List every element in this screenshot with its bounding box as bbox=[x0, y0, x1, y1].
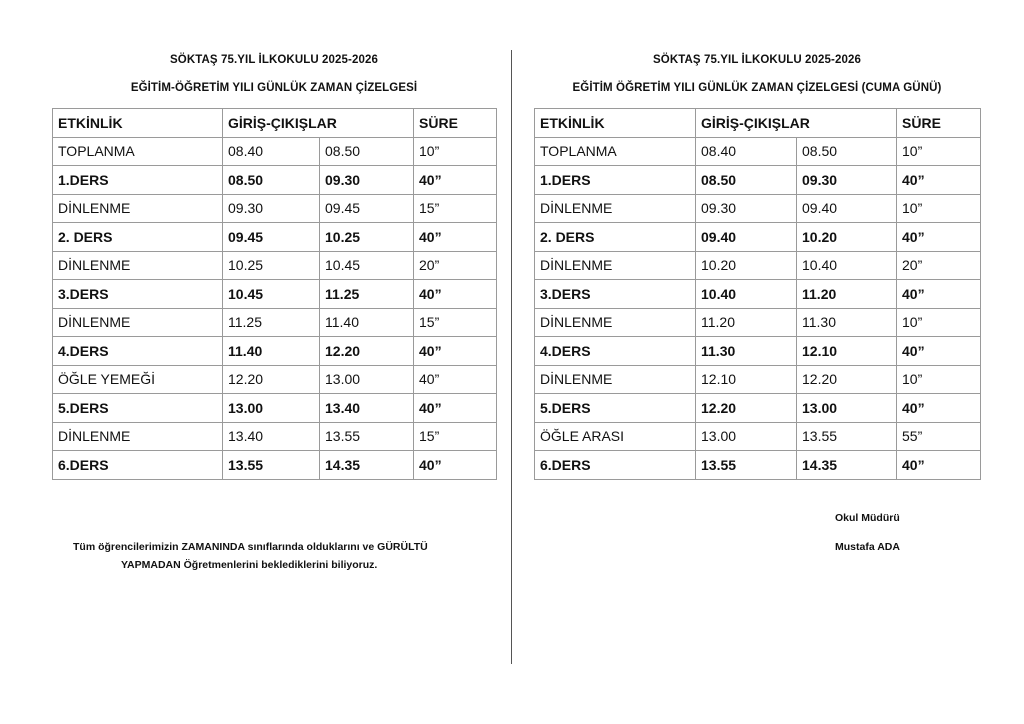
page-divider bbox=[511, 50, 512, 664]
start-time-cell: 09.30 bbox=[696, 194, 797, 223]
duration-cell: 40” bbox=[897, 223, 981, 252]
duration-cell: 40” bbox=[414, 337, 497, 366]
start-time-cell: 12.20 bbox=[223, 365, 320, 394]
table-row bbox=[535, 166, 981, 195]
duration-cell: 40” bbox=[414, 223, 497, 252]
table-row bbox=[53, 137, 497, 166]
end-time-cell: 10.25 bbox=[320, 223, 414, 252]
duration-cell: 15” bbox=[414, 308, 497, 337]
start-time-cell: 09.40 bbox=[696, 223, 797, 252]
start-time-cell: 10.20 bbox=[696, 251, 797, 280]
start-time-cell: 08.40 bbox=[696, 137, 797, 166]
table-row bbox=[535, 422, 981, 451]
table-row bbox=[53, 422, 497, 451]
left-school-title: SÖKTAŞ 75.YIL İLKOKULU 2025-2026 bbox=[170, 54, 378, 66]
table-row bbox=[535, 308, 981, 337]
activity-cell: 5.DERS bbox=[53, 394, 223, 423]
activity-cell: 3.DERS bbox=[53, 280, 223, 309]
end-time-cell: 11.25 bbox=[320, 280, 414, 309]
right-schedule-body bbox=[535, 137, 981, 479]
end-time-cell: 12.20 bbox=[797, 365, 897, 394]
table-row bbox=[53, 251, 497, 280]
activity-cell: 4.DERS bbox=[535, 337, 696, 366]
left-schedule-subtitle: EĞİTİM-ÖĞRETİM YILI GÜNLÜK ZAMAN ÇİZELGESİ bbox=[130, 82, 418, 94]
start-time-cell: 09.30 bbox=[223, 194, 320, 223]
start-time-cell: 08.50 bbox=[223, 166, 320, 195]
duration-cell: 10” bbox=[897, 194, 981, 223]
student-note-line-1: Tüm öğrencilerimizin ZAMANINDA sınıflarında olduklarını ve GÜRÜLTÜ bbox=[73, 541, 428, 553]
end-time-cell: 13.55 bbox=[320, 422, 414, 451]
activity-cell: DİNLENME bbox=[53, 251, 223, 280]
end-time-cell: 11.20 bbox=[797, 280, 897, 309]
duration-cell: 40” bbox=[897, 280, 981, 309]
table-row bbox=[53, 194, 497, 223]
duration-cell: 40” bbox=[897, 166, 981, 195]
activity-cell: 4.DERS bbox=[53, 337, 223, 366]
end-time-cell: 10.20 bbox=[797, 223, 897, 252]
duration-cell: 40” bbox=[414, 365, 497, 394]
end-time-cell: 11.30 bbox=[797, 308, 897, 337]
end-time-cell: 13.55 bbox=[797, 422, 897, 451]
table-row bbox=[53, 280, 497, 309]
start-time-cell: 11.20 bbox=[696, 308, 797, 337]
principal-title: Okul Müdürü bbox=[835, 512, 900, 524]
table-row bbox=[535, 137, 981, 166]
left-schedule-table bbox=[52, 108, 497, 480]
header-times: GİRİŞ-ÇIKIŞLAR bbox=[696, 109, 897, 138]
end-time-cell: 10.45 bbox=[320, 251, 414, 280]
table-row bbox=[535, 451, 981, 480]
end-time-cell: 08.50 bbox=[797, 137, 897, 166]
table-row bbox=[53, 394, 497, 423]
start-time-cell: 08.50 bbox=[696, 166, 797, 195]
duration-cell: 20” bbox=[897, 251, 981, 280]
activity-cell: ÖĞLE YEMEĞİ bbox=[53, 365, 223, 394]
end-time-cell: 09.30 bbox=[320, 166, 414, 195]
start-time-cell: 12.10 bbox=[696, 365, 797, 394]
activity-cell: TOPLANMA bbox=[535, 137, 696, 166]
start-time-cell: 11.25 bbox=[223, 308, 320, 337]
start-time-cell: 12.20 bbox=[696, 394, 797, 423]
end-time-cell: 12.20 bbox=[320, 337, 414, 366]
duration-cell: 55” bbox=[897, 422, 981, 451]
start-time-cell: 13.55 bbox=[223, 451, 320, 480]
duration-cell: 10” bbox=[897, 308, 981, 337]
table-header-row bbox=[53, 109, 497, 138]
activity-cell: DİNLENME bbox=[535, 365, 696, 394]
table-row bbox=[53, 223, 497, 252]
duration-cell: 15” bbox=[414, 194, 497, 223]
table-row bbox=[53, 365, 497, 394]
duration-cell: 40” bbox=[414, 280, 497, 309]
duration-cell: 40” bbox=[897, 394, 981, 423]
end-time-cell: 09.30 bbox=[797, 166, 897, 195]
start-time-cell: 11.30 bbox=[696, 337, 797, 366]
end-time-cell: 12.10 bbox=[797, 337, 897, 366]
table-row bbox=[53, 308, 497, 337]
header-activity: ETKİNLİK bbox=[53, 109, 223, 138]
activity-cell: DİNLENME bbox=[535, 251, 696, 280]
table-row bbox=[535, 365, 981, 394]
header-duration: SÜRE bbox=[414, 109, 497, 138]
activity-cell: 5.DERS bbox=[535, 394, 696, 423]
activity-cell: DİNLENME bbox=[53, 308, 223, 337]
duration-cell: 10” bbox=[897, 365, 981, 394]
activity-cell: TOPLANMA bbox=[53, 137, 223, 166]
table-header-row bbox=[535, 109, 981, 138]
end-time-cell: 14.35 bbox=[797, 451, 897, 480]
duration-cell: 40” bbox=[414, 166, 497, 195]
activity-cell: 1.DERS bbox=[535, 166, 696, 195]
end-time-cell: 09.45 bbox=[320, 194, 414, 223]
start-time-cell: 09.45 bbox=[223, 223, 320, 252]
table-row bbox=[535, 194, 981, 223]
principal-name: Mustafa ADA bbox=[835, 541, 900, 553]
end-time-cell: 13.00 bbox=[320, 365, 414, 394]
duration-cell: 40” bbox=[414, 394, 497, 423]
activity-cell: DİNLENME bbox=[535, 308, 696, 337]
header-times: GİRİŞ-ÇIKIŞLAR bbox=[223, 109, 414, 138]
end-time-cell: 14.35 bbox=[320, 451, 414, 480]
table-row bbox=[535, 251, 981, 280]
end-time-cell: 09.40 bbox=[797, 194, 897, 223]
end-time-cell: 08.50 bbox=[320, 137, 414, 166]
duration-cell: 15” bbox=[414, 422, 497, 451]
table-row bbox=[53, 166, 497, 195]
activity-cell: 6.DERS bbox=[53, 451, 223, 480]
duration-cell: 40” bbox=[897, 451, 981, 480]
start-time-cell: 11.40 bbox=[223, 337, 320, 366]
activity-cell: DİNLENME bbox=[53, 422, 223, 451]
activity-cell: DİNLENME bbox=[535, 194, 696, 223]
end-time-cell: 10.40 bbox=[797, 251, 897, 280]
left-schedule-body bbox=[53, 137, 497, 479]
start-time-cell: 13.55 bbox=[696, 451, 797, 480]
duration-cell: 40” bbox=[897, 337, 981, 366]
activity-cell: 3.DERS bbox=[535, 280, 696, 309]
student-note-line-2: YAPMADAN Öğretmenlerini beklediklerini biliyoruz. bbox=[121, 559, 378, 571]
start-time-cell: 13.00 bbox=[223, 394, 320, 423]
table-row bbox=[535, 280, 981, 309]
start-time-cell: 10.45 bbox=[223, 280, 320, 309]
table-row bbox=[535, 337, 981, 366]
activity-cell: 1.DERS bbox=[53, 166, 223, 195]
activity-cell: 2. DERS bbox=[535, 223, 696, 252]
duration-cell: 10” bbox=[414, 137, 497, 166]
table-row bbox=[535, 223, 981, 252]
header-duration: SÜRE bbox=[897, 109, 981, 138]
start-time-cell: 13.00 bbox=[696, 422, 797, 451]
table-row bbox=[53, 451, 497, 480]
right-schedule-table bbox=[534, 108, 981, 480]
table-row bbox=[535, 394, 981, 423]
header-activity: ETKİNLİK bbox=[535, 109, 696, 138]
right-schedule-subtitle: EĞİTİM ÖĞRETİM YILI GÜNLÜK ZAMAN ÇİZELGESİ (CUMA GÜNÜ) bbox=[572, 82, 942, 94]
start-time-cell: 08.40 bbox=[223, 137, 320, 166]
start-time-cell: 10.25 bbox=[223, 251, 320, 280]
end-time-cell: 13.00 bbox=[797, 394, 897, 423]
duration-cell: 10” bbox=[897, 137, 981, 166]
table-row bbox=[53, 337, 497, 366]
activity-cell: 2. DERS bbox=[53, 223, 223, 252]
right-school-title: SÖKTAŞ 75.YIL İLKOKULU 2025-2026 bbox=[653, 54, 861, 66]
end-time-cell: 13.40 bbox=[320, 394, 414, 423]
duration-cell: 20” bbox=[414, 251, 497, 280]
activity-cell: DİNLENME bbox=[53, 194, 223, 223]
activity-cell: 6.DERS bbox=[535, 451, 696, 480]
end-time-cell: 11.40 bbox=[320, 308, 414, 337]
start-time-cell: 13.40 bbox=[223, 422, 320, 451]
start-time-cell: 10.40 bbox=[696, 280, 797, 309]
duration-cell: 40” bbox=[414, 451, 497, 480]
activity-cell: ÖĞLE ARASI bbox=[535, 422, 696, 451]
